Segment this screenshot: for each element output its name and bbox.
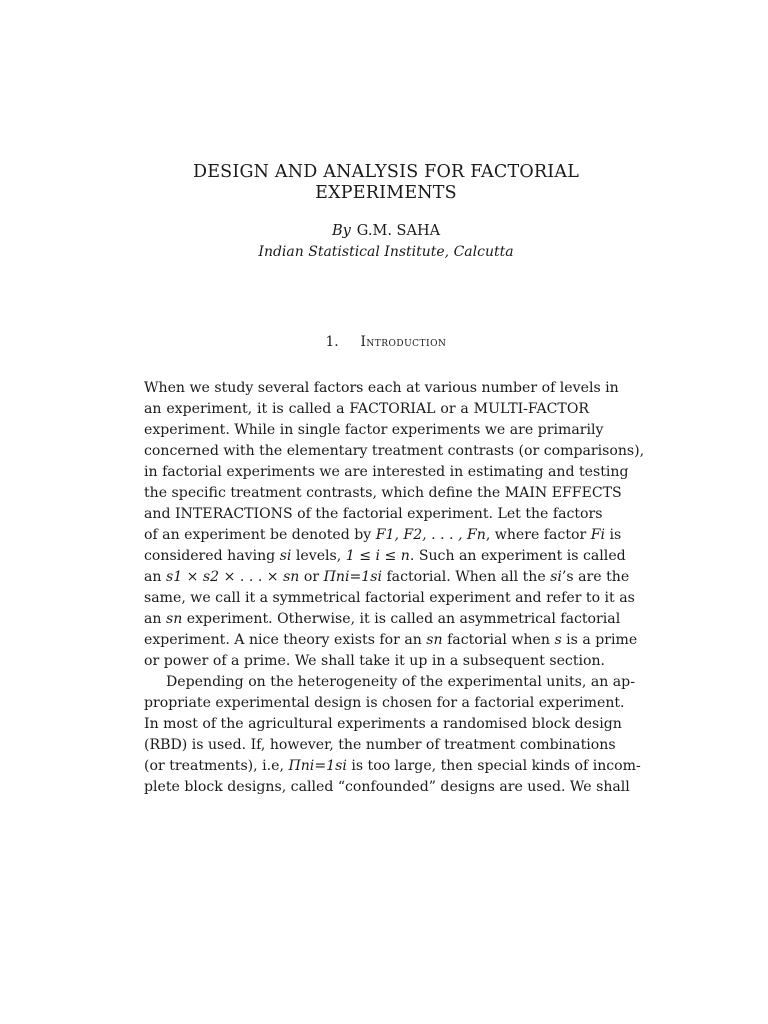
paragraph-line: the specific treatment contrasts, which define the MAIN EFFECTS (144, 485, 622, 501)
paragraph-line: (or treatments), i.e, Πni=1si is too large, then special kinds of incom- (144, 758, 641, 774)
math-pi-product: Πni=1si (288, 758, 347, 774)
paragraph-line: or power of a prime. We shall take it up in a subsequent section. (144, 653, 606, 669)
author-name: G.M. SAHA (356, 223, 441, 239)
paragraph-line: When we study several factors each at various number of levels in (144, 380, 619, 396)
math-sn: sn (165, 611, 183, 627)
paragraph-line: an experiment, it is called a FACTORIAL or a MULTI-FACTOR (144, 401, 589, 417)
paragraph-line: plete block designs, called “confounded” designs are used. We shall (144, 779, 630, 795)
paragraph-line: experiment. A nice theory exists for an sn factorial when s is a prime (144, 632, 638, 648)
title-line-2: EXPERIMENTS (315, 183, 457, 203)
paragraph-line: propriate experimental design is chosen for a factorial experiment. (144, 695, 625, 711)
math-factors: F1, F2, . . . , Fn (375, 527, 486, 543)
title-line-1: DESIGN AND ANALYSIS FOR FACTORIAL (192, 162, 580, 182)
paragraph-line: of an experiment be denoted by F1, F2, . . . , Fn, where factor Fi is (144, 527, 622, 543)
section-number: 1. (325, 334, 339, 350)
paragraph-line: concerned with the elementary treatment contrasts (or comparisons), (144, 443, 645, 459)
paragraph-line: an sn experiment. Otherwise, it is called an asymmetrical factorial (144, 611, 621, 627)
paragraph-line: and INTERACTIONS of the factorial experiment. Let the factors (144, 506, 603, 522)
math-s: s (554, 632, 562, 648)
paper-title (120, 162, 652, 204)
paragraph-line: In most of the agricultural experiments a randomised block design (144, 716, 622, 732)
paragraph-line: considered having si levels, 1 ≤ i ≤ n. Such an experiment is called (144, 548, 626, 564)
math-si: si (550, 569, 562, 585)
math-fi: Fi (590, 527, 605, 543)
paragraph-line: experiment. While in single factor experiments we are primarily (144, 422, 604, 438)
math-pi-product: Πni=1si (323, 569, 382, 585)
body-text (144, 378, 645, 798)
paragraph-line: same, we call it a symmetrical factorial experiment and refer to it as (144, 590, 635, 606)
math-sn: sn (426, 632, 443, 648)
math-si: si (279, 548, 292, 564)
paragraph-line: an s1 × s2 × . . . × sn or Πni=1si factorial. When all the si’s are the (144, 569, 630, 585)
section-title: Introduction (360, 334, 447, 350)
math-product: s1 × s2 × . . . × sn (165, 569, 300, 585)
paragraph-line: in factorial experiments we are interested in estimating and testing (144, 464, 629, 480)
author-byline (120, 222, 652, 240)
paragraph-line: Depending on the heterogeneity of the experimental units, an ap- (166, 674, 635, 690)
author-affiliation: Indian Statistical Institute, Calcutta (258, 244, 514, 260)
math-range: 1 ≤ i ≤ n (345, 548, 410, 564)
paragraph-line: (RBD) is used. If, however, the number of treatment combinations (144, 737, 616, 753)
by-label: By (331, 223, 351, 239)
section-heading (120, 333, 652, 351)
